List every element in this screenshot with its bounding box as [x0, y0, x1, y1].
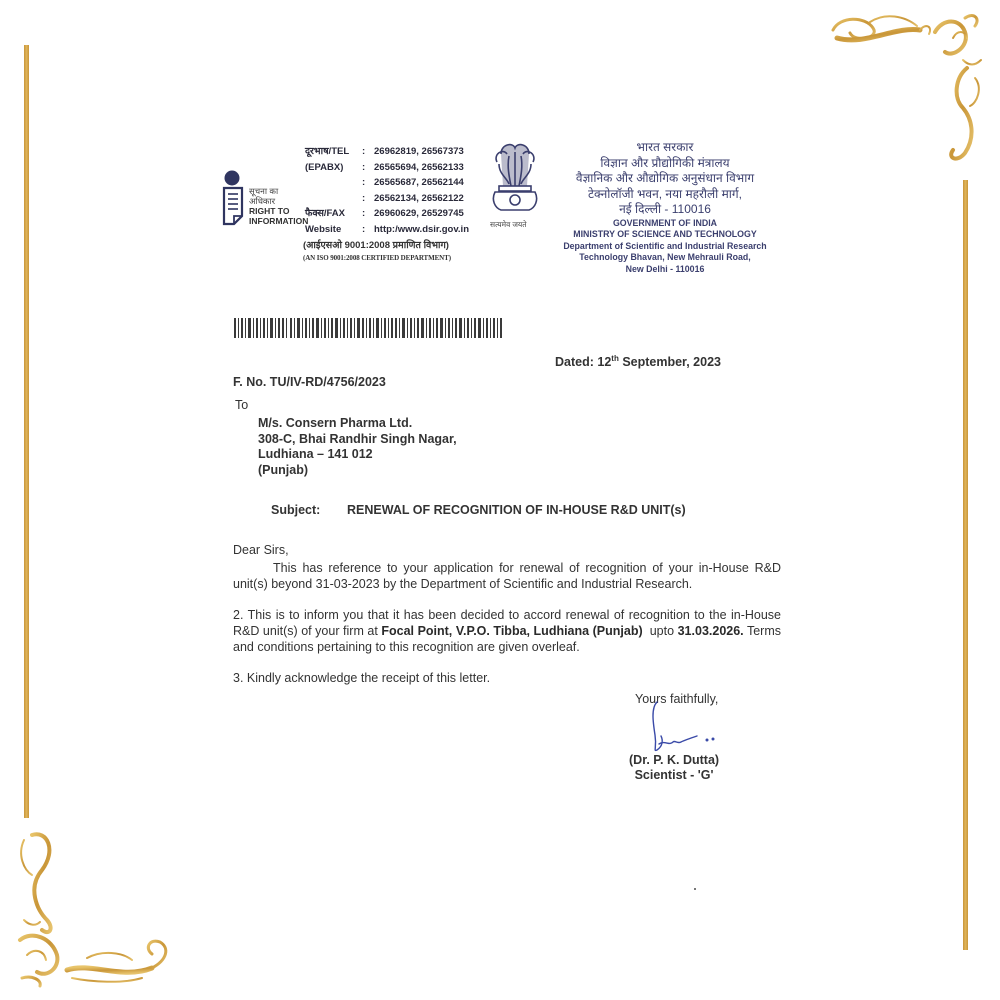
- contact-sep: :: [362, 146, 366, 157]
- gov-hindi-line: वैज्ञानिक और औद्योगिक अनुसंधान विभाग: [575, 171, 755, 185]
- subject-line: [271, 503, 686, 517]
- rti-english-2: INFORMATION: [249, 216, 309, 226]
- contact-value: 26565694, 26562133: [374, 161, 464, 173]
- contact-value: 26562134, 26562122: [374, 192, 464, 204]
- para2-text: 2. This is to inform you that it has been decided to accord renewal of recognition to the in-House R&D unit(s) of your firm at: [233, 608, 781, 638]
- signer-block: [629, 753, 719, 783]
- contact-label: Website: [305, 223, 342, 235]
- iso-hindi: (आईएसओ 9001:2008 प्रमाणित विभाग): [303, 240, 449, 251]
- validity-date: 31.03.2026.: [677, 624, 744, 638]
- contact-sep: :: [362, 208, 366, 219]
- date-suffix: September, 2023: [618, 355, 721, 370]
- address-line: 308-C, Bhai Randhir Singh Nagar,: [258, 431, 457, 446]
- to-label: To: [235, 398, 249, 412]
- contact-value: 26565687, 26562144: [374, 177, 464, 188]
- gov-hindi-line: नई दिल्ली - 110016: [619, 202, 711, 216]
- left-gold-border: [24, 45, 29, 818]
- para2-text: Terms and conditions pertaining to this recognition are given overleaf.: [233, 624, 782, 654]
- address-line: Ludhiana – 141 012: [258, 447, 373, 461]
- contact-row-epabx: [305, 160, 469, 176]
- gov-english-line: Technology Bhavan, New Mehrauli Road,: [579, 252, 751, 262]
- gov-hindi-line: विज्ञान और प्रौद्योगिकी मंत्रालय: [600, 155, 730, 170]
- unit-location: Focal Point, V.P.O. Tibba, Ludhiana (Punjab): [381, 624, 643, 638]
- government-header: [545, 140, 785, 275]
- contact-row-fax: [305, 206, 469, 222]
- top-right-ornament-icon: [825, 8, 990, 168]
- rti-hindi-2: अधिकार: [249, 196, 276, 206]
- contact-value: 26960629, 26529745: [374, 208, 464, 219]
- rti-text: [249, 186, 308, 226]
- rti-hindi-1: सूचना का: [249, 186, 279, 196]
- contact-sep: :: [362, 223, 366, 235]
- recipient-address: [258, 416, 457, 478]
- barcode-icon: [234, 318, 502, 338]
- gov-hindi-line: टेक्नोलॉजी भवन, नया महरौली मार्ग,: [588, 186, 742, 201]
- subject-label: Subject:: [271, 503, 321, 517]
- right-gold-border: [963, 180, 968, 950]
- contact-sep: :: [362, 177, 366, 188]
- subject-text: RENEWAL OF RECOGNITION OF IN-HOUSE R&D UNIT(s): [347, 503, 686, 517]
- gov-hindi-line: भारत सरकार: [636, 140, 694, 154]
- contact-label: [305, 191, 362, 207]
- address-line: (Punjab): [258, 462, 308, 477]
- signer-title: Scientist - 'G': [634, 768, 714, 782]
- paragraph-2: [233, 607, 781, 655]
- rti-english-1: RIGHT TO: [249, 206, 290, 216]
- website-link[interactable]: http:/www.dsir.gov.in: [374, 223, 469, 235]
- contact-label: [305, 175, 362, 191]
- iso-english: (AN ISO 9001:2008 CERTIFIED DEPARTMENT): [303, 254, 451, 262]
- contact-label: दूरभाष/TEL: [305, 146, 350, 157]
- rti-logo-icon: [222, 170, 248, 226]
- paragraph-3: 3. Kindly acknowledge the receipt of this letter.: [233, 671, 491, 685]
- bottom-left-ornament-icon: [12, 830, 172, 990]
- address-line: M/s. Consern Pharma Ltd.: [258, 416, 413, 430]
- contact-sep: :: [362, 192, 366, 204]
- contact-value: 26962819, 26567373: [374, 146, 464, 157]
- contact-row-4: [305, 191, 469, 207]
- gov-english-line: MINISTRY OF SCIENCE AND TECHNOLOGY: [573, 229, 757, 239]
- para2-text: upto: [642, 624, 678, 638]
- letter-date: [555, 354, 721, 369]
- gov-english-line: GOVERNMENT OF INDIA: [612, 217, 718, 228]
- contact-label: फैक्स/FAX: [305, 208, 345, 219]
- contact-row-3: [305, 175, 469, 191]
- date-ordinal: th: [611, 354, 619, 363]
- contact-row-tel: [305, 144, 469, 160]
- date-prefix: Dated: 12: [555, 355, 612, 370]
- letter-body: [233, 542, 781, 701]
- paragraph-1: This has reference to your application for renewal of recognition of your in-House R&D unit(s) beyond 31-03-2023 by the Department of Scientific and Industrial Research.: [233, 561, 781, 591]
- stray-mark: [694, 888, 696, 890]
- contact-row-website: [305, 222, 469, 238]
- national-emblem-icon: [487, 140, 543, 218]
- signer-name: (Dr. P. K. Dutta): [629, 753, 720, 767]
- signature-icon: [645, 700, 725, 760]
- contact-label: (EPABX): [305, 161, 344, 173]
- emblem-motto: सत्यमेव जयते: [490, 220, 527, 229]
- gov-english-line: Department of Scientific and Industrial Research: [563, 240, 767, 251]
- closing: Yours faithfully,: [635, 692, 719, 706]
- contact-block: [305, 144, 469, 237]
- gov-english-line: New Delhi - 110016: [625, 263, 705, 274]
- contact-sep: :: [362, 161, 366, 173]
- salutation: Dear Sirs,: [233, 543, 289, 557]
- file-number: F. No. TU/IV-RD/4756/2023: [233, 375, 386, 389]
